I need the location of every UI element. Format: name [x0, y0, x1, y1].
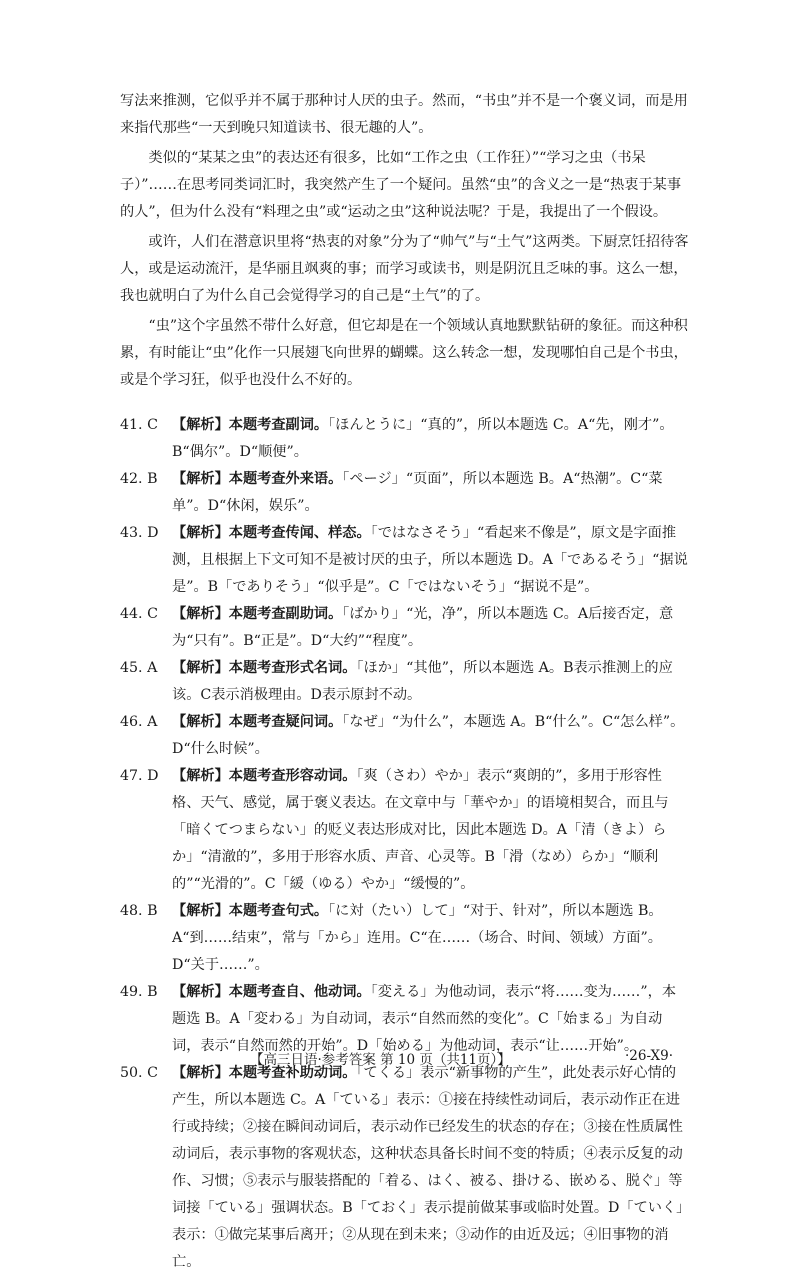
answer-item [120, 898, 690, 979]
analysis-tag: 【解析】 [172, 660, 229, 676]
analysis-tag: 【解析】 [172, 525, 229, 541]
answer-item [120, 1060, 690, 1276]
answer-explanations [120, 412, 690, 1276]
reading-passage [120, 88, 690, 394]
passage-paragraph: 或许，人们在潜意识里将“热衷的对象”分为了“帅气”与“土气”这两类。下厨烹饪招待客人，或是运动流汗，是华丽且飒爽的事；而学习或读书，则是阴沉且乏味的事。这么一想，我也就明白了为什么自己会觉得学习的自己是“土气”的了。 [120, 234, 689, 304]
answer-item [120, 709, 690, 763]
analysis-tag: 【解析】 [172, 606, 229, 622]
answer-body [172, 520, 690, 601]
analysis-tag: 【解析】 [172, 714, 229, 730]
answer-body [172, 601, 690, 655]
answer-topic: 本题考查副词。 [228, 417, 329, 433]
answer-number: 47. D [120, 768, 159, 784]
answer-topic: 本题考查句式。 [228, 903, 329, 919]
answer-item [120, 520, 690, 601]
answer-number: 50. C [120, 1065, 158, 1081]
answer-text: 「てくる」表示“新事物的产生”，此处表示好心情的产生，所以本题选 C。A「ている」表示：①接在持续性动词后，表示动作正在进行或持续；②接在瞬间动词后，表示动作已经发生的状态的存在；③接在性质属性动词后，表示事物的客观状态，这种状态具备长时间不变的特质；④表示反复的动作、习惯；⑤表示与服装搭配的「着る、はく、被る、掛ける、嵌める、脱ぐ」等词接「ている」强调状态。B「ておく」表示提前做某事或临时处置。D「ていく」表示：①做完某事后离开；②从现在到未来；③动作的由近及远；④旧事物的消亡。 [172, 1065, 684, 1270]
answer-body [172, 763, 690, 898]
answer-text: 「変える」为他动词，表示“将……变为……”，本题选 B。A「変わる」为自动词，表示“自然而然的变化”。C「始まる」为自动词，表示“自然而然的开始”。D「始める」为他动词，表示“让……开始”。 [172, 984, 677, 1054]
analysis-tag: 【解析】 [172, 903, 229, 919]
analysis-tag: 【解析】 [172, 417, 229, 433]
passage-paragraph: 类似的“某某之虫”的表达还有很多，比如“工作之虫（工作狂）”“学习之虫（书呆子）”……在思考同类词汇时，我突然产生了一个疑问。虽然“虫”的含义之一是“热衷于某事的人”，但为什么没有“料理之虫”或“运动之虫”这种说法呢？于是，我提出了一个假设。 [120, 150, 682, 220]
answer-text: 「ではなさそう」“看起来不像是”，原文是字面推测，且根据上下文可知不是被讨厌的虫子，所以本题选 D。A「であるそう」“据说是”。B「でありそう」“似乎是”。C「ではないそう」“据说不是”。 [172, 525, 688, 595]
analysis-tag: 【解析】 [172, 984, 229, 1000]
answer-text: 「ばかり」“光，净”，所以本题选 C。A后接否定，意为“只有”。B“正是”。D“大约”“程度”。 [172, 606, 674, 649]
answer-topic: 本题考查副助词。 [228, 606, 343, 622]
answer-body [172, 898, 690, 979]
answer-text: 「ページ」“页面”，所以本题选 B。A“热潮”。C“菜单”。D“休闲，娱乐”。 [172, 471, 663, 514]
answer-item [120, 412, 690, 466]
answer-body [172, 412, 690, 466]
page-content [120, 88, 690, 1276]
answer-number: 49. B [120, 984, 158, 1000]
answer-text: 「ほんとうに」“真的”，所以本题选 C。A“先，刚才”。B“偶尔”。D“顺便”。 [172, 417, 674, 460]
answer-body [172, 466, 690, 520]
answer-topic: 本题考查形式名词。 [228, 660, 357, 676]
answer-number: 43. D [120, 525, 159, 541]
answer-body [172, 709, 690, 763]
answer-number: 45. A [120, 660, 158, 676]
answer-item [120, 655, 690, 709]
footer-code: ·26-X9· [625, 1048, 674, 1064]
answer-text: 「に対（たい）して」“对于、针对”，所以本题选 B。A“到……结束”，常与「から」连用。C“在……（场合、时间、领域）方面”。D“关于……”。 [172, 903, 663, 973]
footer-page-info: 【高三日语·参考答案 第 10 页（共11页）】 [250, 1052, 511, 1068]
answer-topic: 本题考查疑问词。 [228, 714, 343, 730]
answer-topic: 本题考查外来语。 [228, 471, 343, 487]
answer-topic: 本题考查补助动词。 [228, 1065, 357, 1081]
answer-body [172, 1060, 690, 1276]
answer-number: 48. B [120, 903, 158, 919]
answer-number: 41. C [120, 417, 158, 433]
answer-topic: 本题考查传闻、样态。 [228, 525, 371, 541]
answer-text: 「ほか」“其他”，所以本题选 A。B表示推测上的应该。C表示消极理由。D表示原封不动。 [172, 660, 673, 703]
answer-body [172, 655, 690, 709]
analysis-tag: 【解析】 [172, 1065, 229, 1081]
passage-paragraph: 写法来推测，它似乎并不属于那种讨人厌的虫子。然而，“书虫”并不是一个褒义词，而是用来指代那些“一天到晚只知道读书、很无趣的人”。 [120, 93, 688, 136]
analysis-tag: 【解析】 [172, 471, 229, 487]
answer-topic: 本题考查形容动词。 [228, 768, 357, 784]
analysis-tag: 【解析】 [172, 768, 229, 784]
answer-number: 42. B [120, 471, 158, 487]
answer-text: 「なぜ」“为什么”，本题选 A。B“什么”。C“怎么样”。D“什么时候”。 [172, 714, 685, 757]
answer-item [120, 466, 690, 520]
answer-item [120, 601, 690, 655]
answer-item [120, 763, 690, 898]
answer-number: 46. A [120, 714, 158, 730]
answer-text: 「爽（さわ）やか」表示“爽朗的”，多用于形容性格、天气、感觉，属于褒义表达。在文章中与「華やか」的语境相契合，而且与「暗くてつまらない」的贬义表达形成对比，因此本题选 D。A「清（きよ）らか」“清澈的”，多用于形容水质、声音、心灵等。B「滑（なめ）らか」“顺利的”“光滑的”。C「緩（ゆる）やか」“缓慢的”。 [172, 768, 669, 892]
passage-paragraph: “虫”这个字虽然不带什么好意，但它却是在一个领域认真地默默钻研的象征。而这种积累，有时能让“虫”化作一只展翅飞向世界的蝴蝶。这么转念一想，发现哪怕自己是个书虫，或是个学习狂，似乎也没什么不好的。 [120, 318, 688, 388]
answer-topic: 本题考查自、他动词。 [228, 984, 371, 1000]
answer-number: 44. C [120, 606, 158, 622]
